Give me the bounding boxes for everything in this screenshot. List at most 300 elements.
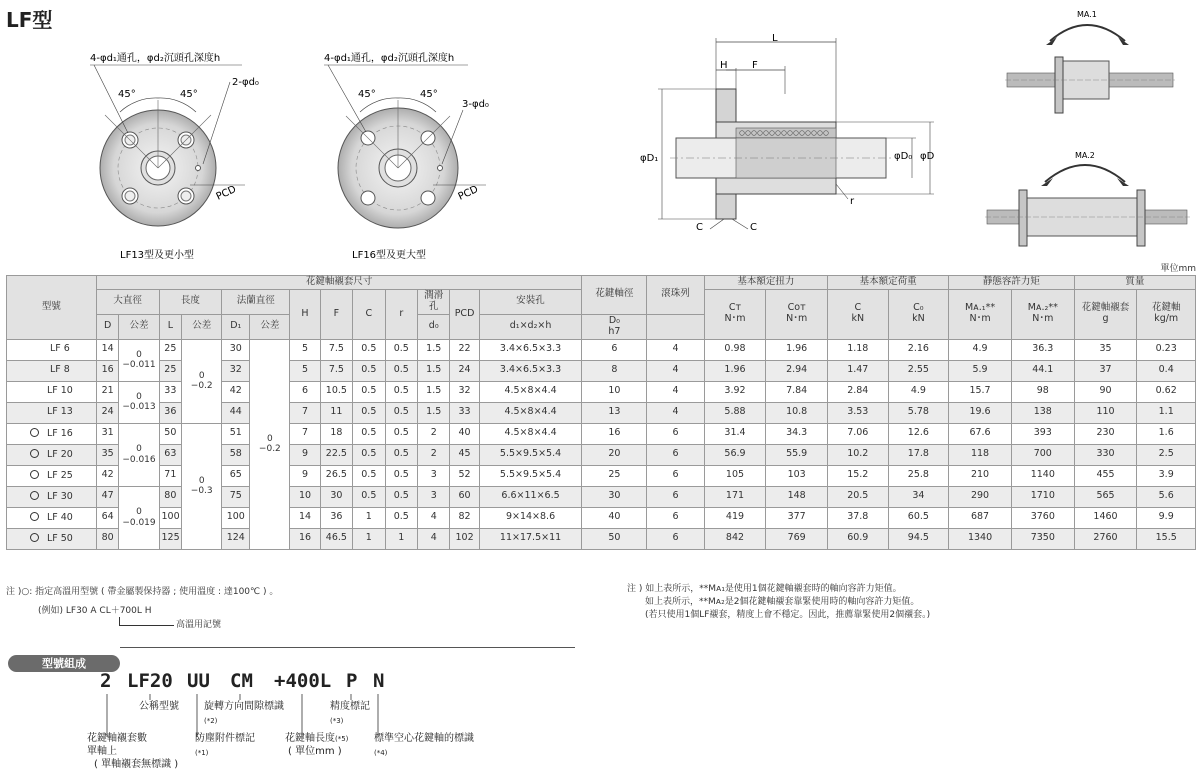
moment-diagram-double (985, 148, 1190, 253)
header-outer: 大直徑 (96, 289, 159, 314)
header-nut-dims: 花鍵軸襯套尺寸 (96, 276, 582, 290)
cell-c: 0.5 (353, 486, 385, 507)
cell-ma1: 290 (949, 486, 1012, 507)
length-cell: 125 (159, 528, 182, 549)
cell-rows: 4 (647, 339, 704, 360)
cell-rows: 4 (647, 381, 704, 402)
flange-dia-cell: 44 (222, 402, 250, 423)
cell-ma1: 687 (949, 507, 1012, 528)
model-cell (7, 444, 97, 465)
label-count-2: 單軸上 (87, 746, 117, 757)
model-name: LF 50 (46, 532, 73, 544)
header-length: 長度 (159, 289, 222, 314)
model-name: LF 25 (46, 469, 73, 481)
flange-dia-cell: 32 (222, 360, 250, 381)
cell-rows: 6 (647, 507, 704, 528)
cell-ma1: 118 (949, 444, 1012, 465)
cell-ma2: 36.3 (1011, 339, 1074, 360)
cell-h: 5 (290, 339, 320, 360)
length-cell: 100 (159, 507, 182, 528)
header-mass: 質量 (1074, 276, 1195, 290)
holes-label: 4-φd₁通孔，φd₂沉頭孔深度h (324, 53, 455, 64)
cell-holes: 4.5×8×4.4 (479, 381, 582, 402)
high-temp-marker (30, 470, 39, 479)
flange-dia-cell: 100 (222, 507, 250, 528)
cell-cl: 2.84 (828, 381, 889, 402)
outer-dia-cell: 47 (96, 486, 119, 507)
code-model: LF20 (127, 670, 173, 692)
header-load: 基本額定荷重 (828, 276, 949, 290)
label-clearance: 旋轉方向間隙標識 (204, 701, 284, 712)
front-view-small-diagram (80, 40, 280, 265)
cell-gs: 0.62 (1137, 381, 1196, 402)
cell-gs: 3.9 (1137, 465, 1196, 486)
cell-f: 22.5 (320, 444, 352, 465)
model-cell (7, 423, 97, 444)
tolerance-cell: 0 −0.2 (182, 339, 222, 423)
cell-cot: 34.3 (766, 423, 828, 444)
cell-pcd: 45 (450, 444, 479, 465)
header-d0: d₀ (418, 314, 450, 339)
cell-c: 0.5 (353, 444, 385, 465)
cell-ma2: 138 (1011, 402, 1074, 423)
cell-c: 0.5 (353, 423, 385, 444)
cell-pcd: 102 (450, 528, 479, 549)
cell-do: 20 (582, 444, 647, 465)
cell-f: 46.5 (320, 528, 352, 549)
section-rule (120, 647, 575, 648)
label-accuracy-note: (*3) (330, 717, 344, 725)
cell-cl: 20.5 (828, 486, 889, 507)
cell-rows: 4 (647, 360, 704, 381)
cell-cl: 7.06 (828, 423, 889, 444)
cell-d0: 1.5 (418, 402, 450, 423)
cell-gn: 1460 (1074, 507, 1137, 528)
cell-cot: 10.8 (766, 402, 828, 423)
cell-ct: 419 (704, 507, 766, 528)
cell-c0: 2.55 (888, 360, 949, 381)
cell-ct: 842 (704, 528, 766, 549)
label-clearance-note: (*2) (204, 717, 218, 725)
cell-ma2: 3760 (1011, 507, 1074, 528)
cell-h: 14 (290, 507, 320, 528)
section-title: 型號組成 (8, 655, 120, 672)
cell-r: 0.5 (385, 381, 417, 402)
cell-ct: 56.9 (704, 444, 766, 465)
cell-c0: 5.78 (888, 402, 949, 423)
flange-dia-cell: 42 (222, 381, 250, 402)
cell-ma1: 19.6 (949, 402, 1012, 423)
cell-rows: 6 (647, 528, 704, 549)
code-hollow: N (373, 670, 385, 692)
cell-cl: 37.8 (828, 507, 889, 528)
label-length-unit: ( 單位mm ) (288, 746, 342, 757)
length-cell: 33 (159, 381, 182, 402)
header-moment: 靜態容許力矩 (949, 276, 1074, 290)
note-moment3: (若只使用1個LF襯套，精度上會不穩定。因此，推薦靠緊使用2個襯套。) (645, 610, 931, 620)
cell-holes: 11×17.5×11 (479, 528, 582, 549)
cell-gs: 5.6 (1137, 486, 1196, 507)
cell-f: 36 (320, 507, 352, 528)
cell-rows: 6 (647, 444, 704, 465)
header-mount: 安裝孔 (479, 289, 582, 314)
flange-dia-cell: 58 (222, 444, 250, 465)
pcd-label: PCD (214, 183, 239, 203)
outer-dia-cell: 80 (96, 528, 119, 549)
cell-d0: 4 (418, 528, 450, 549)
cell-cot: 769 (766, 528, 828, 549)
cell-ma1: 210 (949, 465, 1012, 486)
cell-gn: 330 (1074, 444, 1137, 465)
length-cell: 80 (159, 486, 182, 507)
cell-c0: 25.8 (888, 465, 949, 486)
high-temp-marker (30, 512, 39, 521)
cell-ma2: 44.1 (1011, 360, 1074, 381)
cell-c: 1 (353, 507, 385, 528)
cell-d0: 1.5 (418, 339, 450, 360)
model-name: LF 13 (46, 406, 73, 418)
flange-dia-cell: 75 (222, 486, 250, 507)
high-temp-marker (30, 533, 39, 542)
cell-cl: 3.53 (828, 402, 889, 423)
cell-r: 0.5 (385, 465, 417, 486)
cell-ct: 0.98 (704, 339, 766, 360)
moment-label: MA.2 (1075, 151, 1095, 160)
model-cell (7, 402, 97, 423)
flange-dia-cell: 124 (222, 528, 250, 549)
cell-f: 7.5 (320, 339, 352, 360)
pcd-label: PCD (456, 183, 481, 203)
cell-ma2: 98 (1011, 381, 1074, 402)
cell-do: 10 (582, 381, 647, 402)
cell-gn: 37 (1074, 360, 1137, 381)
cell-pcd: 60 (450, 486, 479, 507)
radius-label: r (850, 196, 855, 207)
angle-label: 45° (420, 89, 438, 100)
label-count: 花鍵軸襯套數 (87, 733, 147, 744)
length-cell: 50 (159, 423, 182, 444)
flange-dia-cell: 30 (222, 339, 250, 360)
cell-cot: 2.94 (766, 360, 828, 381)
cell-do: 6 (582, 339, 647, 360)
cell-cl: 10.2 (828, 444, 889, 465)
angle-label: 45° (180, 89, 198, 100)
front-view-large-diagram (318, 40, 518, 265)
cell-cot: 1.96 (766, 339, 828, 360)
label-seal: 防塵附件標記 (195, 733, 255, 744)
high-temp-marker (30, 428, 39, 437)
dim-D0: φD₀ (894, 151, 913, 162)
model-name: LF 40 (46, 511, 73, 523)
tolerance-cell: 0 −0.011 (119, 339, 159, 381)
cell-pcd: 52 (450, 465, 479, 486)
cell-gs: 2.5 (1137, 444, 1196, 465)
dim-H: H (720, 60, 728, 71)
outer-dia-cell: 14 (96, 339, 119, 360)
header-C0: C₀ kN (888, 289, 949, 339)
oil-hole-label: 2-φd₀ (232, 77, 259, 88)
unit-label: 單位mm (1160, 264, 1196, 274)
cell-holes: 5.5×9.5×5.4 (479, 444, 582, 465)
header-F: F (320, 289, 352, 339)
cell-gs: 15.5 (1137, 528, 1196, 549)
note-hot: 注 )○: 指定高溫用型號 ( 帶金屬製保持器 ; 使用溫度 : 達100℃ ) 。 (6, 587, 279, 597)
cell-rows: 6 (647, 486, 704, 507)
outer-dia-cell: 24 (96, 402, 119, 423)
cell-pcd: 82 (450, 507, 479, 528)
cell-ct: 31.4 (704, 423, 766, 444)
model-cell (7, 339, 97, 360)
header-H: H (290, 289, 320, 339)
cell-holes: 6.6×11×6.5 (479, 486, 582, 507)
header-tol: 公差 (182, 314, 222, 339)
tolerance-cell: 0 −0.016 (119, 423, 159, 486)
cell-cl: 15.2 (828, 465, 889, 486)
model-name: LF 16 (46, 427, 73, 439)
note-bracket (119, 617, 174, 626)
cell-f: 18 (320, 423, 352, 444)
cell-gn: 230 (1074, 423, 1137, 444)
cell-gn: 110 (1074, 402, 1137, 423)
cell-cot: 148 (766, 486, 828, 507)
length-cell: 36 (159, 402, 182, 423)
outer-dia-cell: 21 (96, 381, 119, 402)
cell-ma1: 67.6 (949, 423, 1012, 444)
cell-h: 9 (290, 465, 320, 486)
angle-label: 45° (358, 89, 376, 100)
header-Do: D₀ h7 (582, 314, 647, 339)
high-temp-marker (30, 449, 39, 458)
cell-c0: 12.6 (888, 423, 949, 444)
cell-ma2: 1710 (1011, 486, 1074, 507)
cell-f: 26.5 (320, 465, 352, 486)
cell-cl: 1.18 (828, 339, 889, 360)
flange-dia-cell: 65 (222, 465, 250, 486)
dim-L: L (772, 34, 778, 44)
cell-c: 0.5 (353, 402, 385, 423)
tolerance-cell: 0 −0.2 (250, 339, 290, 549)
cell-d0: 1.5 (418, 360, 450, 381)
model-cell (7, 360, 97, 381)
cell-ct: 5.88 (704, 402, 766, 423)
cell-d0: 3 (418, 465, 450, 486)
cell-holes: 3.4×6.5×3.3 (479, 360, 582, 381)
cell-r: 1 (385, 528, 417, 549)
cell-ma2: 7350 (1011, 528, 1074, 549)
oil-hole-label: 3-φd₀ (462, 99, 489, 110)
cell-c0: 34 (888, 486, 949, 507)
code-accuracy: P (346, 670, 358, 692)
cell-f: 30 (320, 486, 352, 507)
cell-pcd: 32 (450, 381, 479, 402)
code-seal: UU (187, 670, 210, 692)
cell-holes: 3.4×6.5×3.3 (479, 339, 582, 360)
header-mass-nut: 花鍵軸襯套 g (1074, 289, 1137, 339)
cell-c0: 17.8 (888, 444, 949, 465)
dim-F: F (752, 60, 758, 71)
cell-gs: 9.9 (1137, 507, 1196, 528)
moment-label: MA.1 (1077, 10, 1097, 19)
cell-r: 0.5 (385, 423, 417, 444)
cell-do: 40 (582, 507, 647, 528)
cell-do: 30 (582, 486, 647, 507)
page-title: LF型 (6, 8, 53, 32)
header-Cl: C kN (828, 289, 889, 339)
cell-pcd: 24 (450, 360, 479, 381)
cell-d0: 2 (418, 423, 450, 444)
dim-D1: φD₁ (640, 153, 659, 164)
header-shaft-dia: 花鍵軸徑 (582, 276, 647, 315)
chamfer-label: C (696, 222, 703, 233)
header-tol: 公差 (119, 314, 159, 339)
cell-r: 0.5 (385, 507, 417, 528)
model-cell (7, 381, 97, 402)
table-row (7, 339, 1196, 360)
header-tol: 公差 (250, 314, 290, 339)
cell-d0: 3 (418, 486, 450, 507)
cell-c: 0.5 (353, 339, 385, 360)
label-count-3: ( 單軸襯套無標識 ) (94, 759, 179, 770)
cell-r: 0.5 (385, 486, 417, 507)
cell-rows: 6 (647, 465, 704, 486)
cell-pcd: 33 (450, 402, 479, 423)
cell-pcd: 40 (450, 423, 479, 444)
cell-rows: 4 (647, 402, 704, 423)
label-hollow-note: (*4) (374, 749, 388, 757)
cell-ma2: 700 (1011, 444, 1074, 465)
cell-c0: 4.9 (888, 381, 949, 402)
dim-D: φD (920, 151, 935, 162)
cell-r: 0.5 (385, 444, 417, 465)
cell-h: 9 (290, 444, 320, 465)
cell-gs: 0.23 (1137, 339, 1196, 360)
cell-cl: 60.9 (828, 528, 889, 549)
cell-c: 0.5 (353, 381, 385, 402)
cell-gn: 35 (1074, 339, 1137, 360)
code-count: 2 (100, 670, 112, 692)
cell-d0: 1.5 (418, 381, 450, 402)
code-clearance: CM (230, 670, 253, 692)
model-name: LF 20 (46, 448, 73, 460)
cell-gn: 455 (1074, 465, 1137, 486)
cell-ma1: 4.9 (949, 339, 1012, 360)
header-D1: D₁ (222, 314, 250, 339)
moment-diagram-single (1005, 5, 1175, 120)
cell-ma1: 5.9 (949, 360, 1012, 381)
cell-gs: 0.4 (1137, 360, 1196, 381)
cell-r: 0.5 (385, 339, 417, 360)
header-r: r (385, 289, 417, 339)
tolerance-cell: 0 −0.3 (182, 423, 222, 549)
cell-r: 0.5 (385, 360, 417, 381)
outer-dia-cell: 35 (96, 444, 119, 465)
cell-d0: 4 (418, 507, 450, 528)
note-moment2: 如上表所示，**Mᴀ₂是2個花鍵軸襯套靠緊使用時的軸向容許力矩值。 (645, 597, 920, 607)
header-ball-rows: 滾珠列 (647, 276, 704, 315)
cell-holes: 4.5×8×4.4 (479, 402, 582, 423)
label-seal-note: (*1) (195, 749, 209, 757)
cell-ma2: 1140 (1011, 465, 1074, 486)
label-length: 花鍵軸長度(*5) (285, 733, 349, 744)
cell-h: 16 (290, 528, 320, 549)
outer-dia-cell: 31 (96, 423, 119, 444)
note-example: (例如) LF30 A CL＋700L H (38, 606, 152, 616)
cell-do: 13 (582, 402, 647, 423)
cell-c0: 2.16 (888, 339, 949, 360)
cell-gn: 2760 (1074, 528, 1137, 549)
model-name: LF 30 (46, 490, 73, 502)
cell-c: 0.5 (353, 360, 385, 381)
cell-ct: 105 (704, 465, 766, 486)
header-torque: 基本額定扭力 (704, 276, 827, 290)
header-COT: Cᴏᴛ N･m (766, 289, 828, 339)
note-hot-mark: 高溫用記號 (176, 620, 222, 630)
label-accuracy: 精度標記 (330, 701, 370, 712)
header-model: 型號 (7, 276, 97, 340)
tolerance-cell: 0 −0.019 (119, 486, 159, 549)
tolerance-cell: 0 −0.013 (119, 381, 159, 423)
cell-rows: 6 (647, 423, 704, 444)
header-MA2: Mᴀ.₂** N･m (1011, 289, 1074, 339)
model-cell (7, 507, 97, 528)
cell-cot: 377 (766, 507, 828, 528)
cell-holes: 9×14×8.6 (479, 507, 582, 528)
cell-d0: 2 (418, 444, 450, 465)
header-PCD: PCD (450, 289, 479, 339)
chamfer-label: C (750, 222, 757, 233)
cell-ma2: 393 (1011, 423, 1074, 444)
cell-f: 11 (320, 402, 352, 423)
length-cell: 63 (159, 444, 182, 465)
header-mass-shaft: 花鍵軸 kg/m (1137, 289, 1196, 339)
length-cell: 25 (159, 360, 182, 381)
cell-c0: 60.5 (888, 507, 949, 528)
code-length: +400L (274, 670, 332, 692)
cell-h: 7 (290, 423, 320, 444)
model-name: LF 8 (49, 364, 70, 376)
flange-dia-cell: 51 (222, 423, 250, 444)
cell-h: 10 (290, 486, 320, 507)
cell-pcd: 22 (450, 339, 479, 360)
cell-h: 7 (290, 402, 320, 423)
cell-cl: 1.47 (828, 360, 889, 381)
caption: LF16型及更大型 (352, 250, 427, 261)
model-name: LF 6 (49, 343, 70, 355)
label-nominal: 公稱型號 (139, 701, 179, 712)
outer-dia-cell: 64 (96, 507, 119, 528)
outer-dia-cell: 16 (96, 360, 119, 381)
header-holes: d₁×d₂×h (479, 314, 582, 339)
caption: LF13型及更小型 (120, 250, 195, 261)
cell-cot: 7.84 (766, 381, 828, 402)
outer-dia-cell: 42 (96, 465, 119, 486)
high-temp-marker (30, 491, 39, 500)
table-row (7, 423, 1196, 444)
cell-do: 25 (582, 465, 647, 486)
cell-c: 0.5 (353, 465, 385, 486)
cell-ct: 3.92 (704, 381, 766, 402)
cell-ma1: 15.7 (949, 381, 1012, 402)
model-cell (7, 465, 97, 486)
cell-f: 7.5 (320, 360, 352, 381)
header-rows-unit (647, 314, 704, 339)
length-cell: 25 (159, 339, 182, 360)
cell-holes: 4.5×8×4.4 (479, 423, 582, 444)
cell-cot: 103 (766, 465, 828, 486)
cell-do: 50 (582, 528, 647, 549)
header-MA1: Mᴀ.₁** N･m (949, 289, 1012, 339)
cell-h: 6 (290, 381, 320, 402)
